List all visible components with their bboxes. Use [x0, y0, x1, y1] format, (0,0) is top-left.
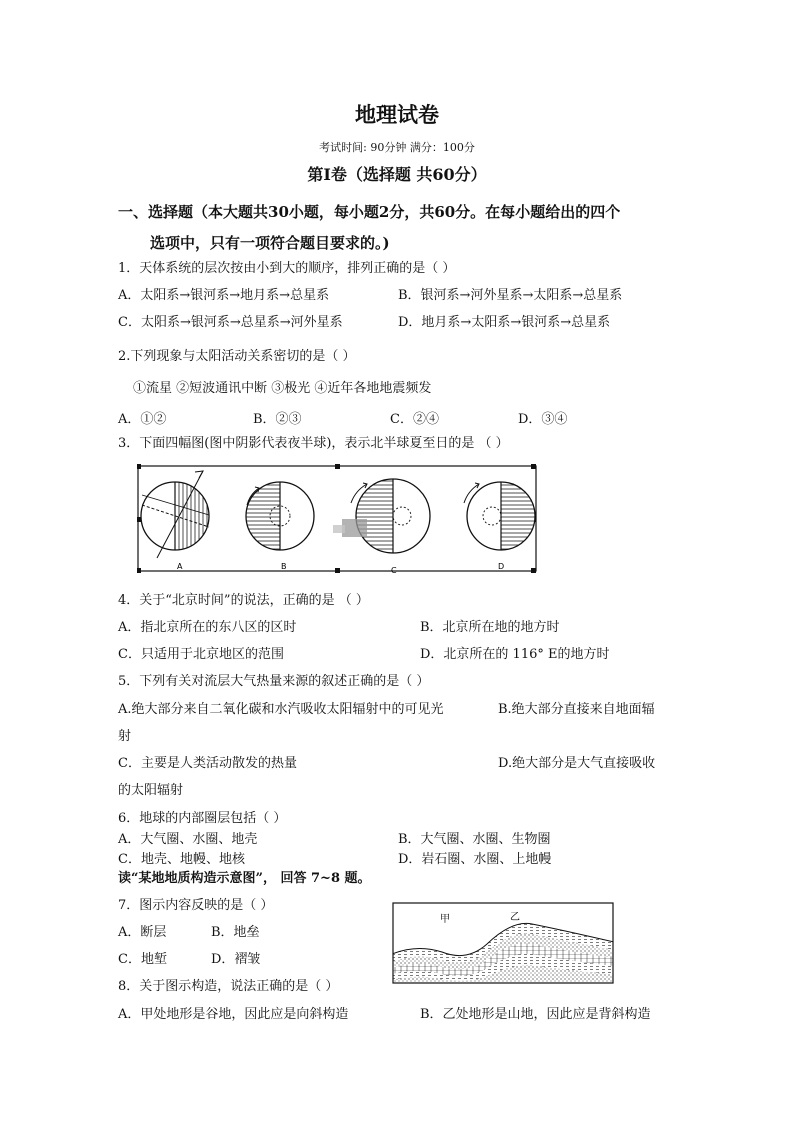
q8-option-a: A．甲处地形是谷地，因此应是向斜构造 [118, 1007, 349, 1022]
q7-stem: 7．图示内容反映的是（ ） [118, 898, 274, 913]
figure-label-d: D [498, 562, 505, 571]
q2-option-c: C．②④ [390, 412, 439, 427]
q1-option-c: C．太阳系→银河系→总星系→河外星系 [118, 315, 343, 330]
label-yi: 乙 [510, 912, 520, 923]
q7-option-a: A．断层 [118, 925, 167, 940]
q2-items: ①流星 ②短波通讯中断 ③极光 ④近年各地地震频发 [133, 381, 432, 396]
figure-label-a: A [177, 562, 183, 571]
q7-option-d: D．褶皱 [211, 952, 261, 967]
q5-option-d-cont: 的太阳辐射 [118, 783, 184, 798]
q7-option-b: B．地垒 [211, 925, 260, 940]
q1-stem: 1．天体系统的层次按由小到大的顺序，排列正确的是（ ） [118, 261, 456, 276]
q1-option-d: D．地月系→太阳系→银河系→总星系 [398, 315, 611, 330]
q4-stem: 4．关于“北京时间”的说法，正确的是 （ ） [118, 593, 369, 608]
globe-c [333, 479, 430, 553]
q6-option-c: C．地壳、地幔、地核 [118, 852, 245, 867]
q2-option-b: B．②③ [253, 412, 302, 427]
section-heading-line2: 选项中，只有一项符合题目要求的。) [150, 234, 390, 252]
q3-stem: 3．下面四幅图(图中阴影代表夜半球)，表示北半球夏至日的是 （ ） [118, 436, 509, 451]
q6-option-d: D．岩石圈、水圈、上地幔 [398, 852, 552, 867]
q2-option-d: D．③④ [518, 412, 568, 427]
q3-figure [137, 463, 541, 575]
label-jia: 甲 [440, 914, 450, 925]
q4-option-c: C．只适用于北京地区的范围 [118, 647, 284, 662]
q6-stem: 6．地球的内部圈层包括（ ） [118, 811, 287, 826]
q4-option-d: D．北京所在的 116° E的地方时 [420, 647, 610, 662]
q6-option-a: A．大气圈、水圈、地壳 [118, 832, 258, 847]
q1-option-a: A．太阳系→银河系→地月系→总星系 [118, 288, 330, 303]
q7-option-c: C．地堑 [118, 952, 167, 967]
q4-option-a: A．指北京所在的东八区的区时 [118, 620, 297, 635]
reading-instruction: 读“某地地质构造示意图”， 回答 7~8 题。 [118, 871, 371, 886]
section-heading-line1: 一、选择题（本大题共30小题，每小题2分，共60分。在每小题给出的四个 [118, 203, 621, 221]
q5-option-b: B.绝大部分直接来自地面辐 [498, 702, 655, 717]
q5-option-a: A.绝大部分来自二氧化碳和水汽吸收太阳辐射中的可见光 [118, 702, 444, 717]
figure-label-c: C [391, 566, 397, 575]
volume-heading: 第Ⅰ卷（选择题 共60分） [307, 165, 487, 184]
figure-label-b: B [281, 562, 287, 571]
q5-option-c: C．主要是人类活动散发的热量 [118, 756, 297, 771]
globe-a [141, 471, 215, 558]
q2-option-a: A．①② [118, 412, 167, 427]
q2-stem: 2.下列现象与太阳活动关系密切的是（ ） [118, 349, 356, 364]
q8-option-b: B．乙处地形是山地，因此应是背斜构造 [420, 1007, 651, 1022]
paper-title: 地理试卷 [355, 102, 439, 127]
q6-option-b: B．大气圈、水圈、生物圈 [398, 832, 551, 847]
exam-info: 考试时间: 90分钟 满分：100分 [319, 141, 475, 154]
q4-option-b: B．北京所在地的地方时 [420, 620, 560, 635]
q5-option-d: D.绝大部分是大气直接吸收 [498, 756, 656, 771]
q1-option-b: B．银河系→河外星系→太阳系→总星系 [398, 288, 623, 303]
globe-d [464, 482, 535, 550]
geology-diagram [392, 902, 614, 984]
q5-stem: 5．下列有关对流层大气热量来源的叙述正确的是（ ） [118, 674, 430, 689]
q5-option-b-cont: 射 [118, 729, 132, 744]
q8-stem: 8．关于图示构造，说法正确的是（ ） [118, 979, 339, 994]
globe-b [246, 482, 314, 550]
